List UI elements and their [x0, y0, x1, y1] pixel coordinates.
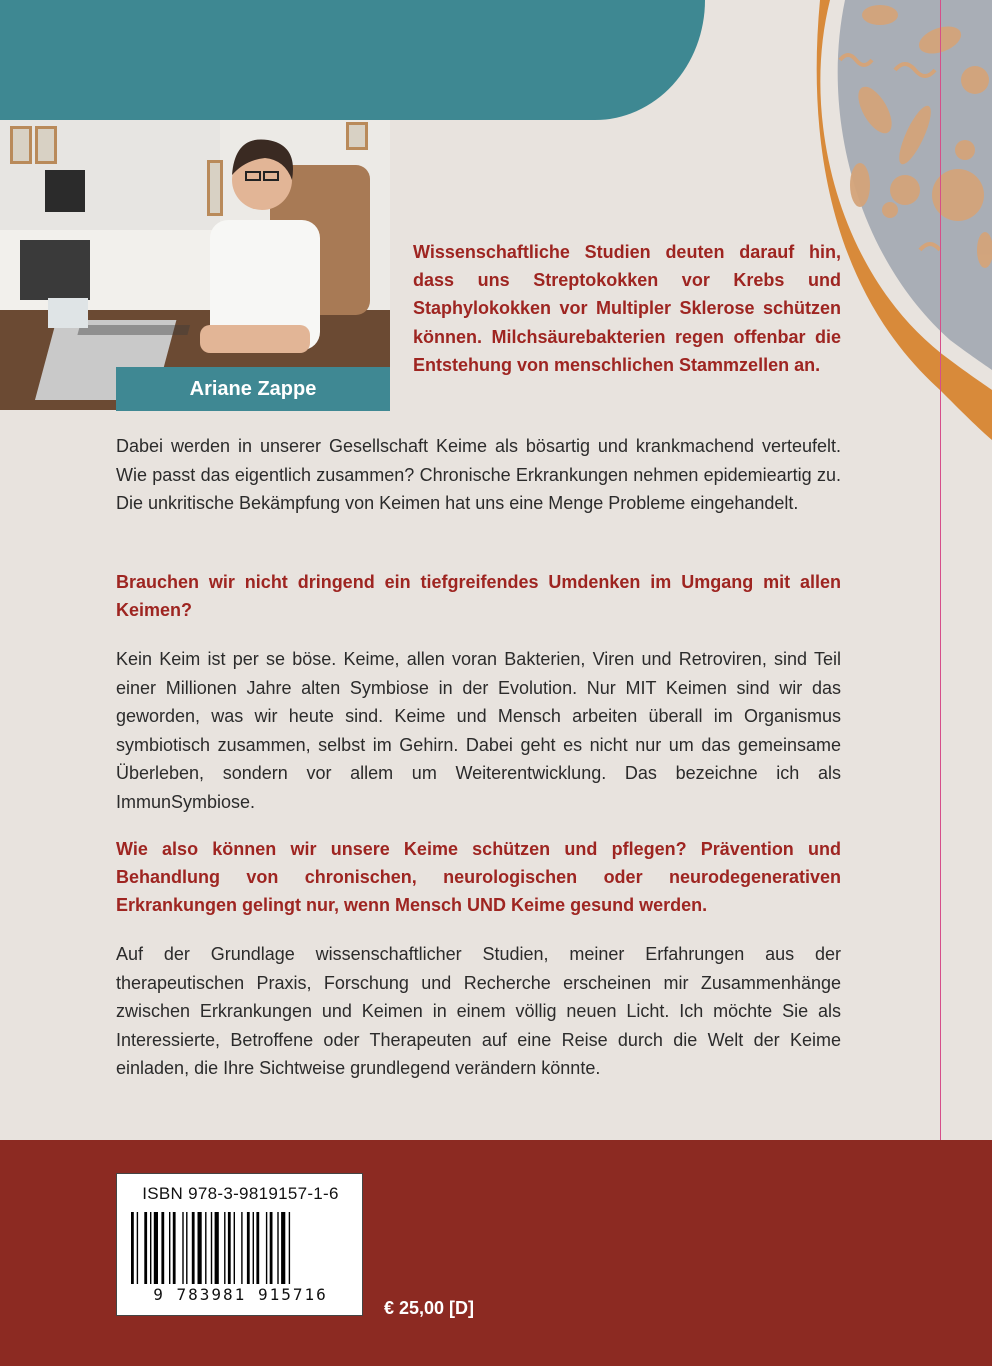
- header-teal-shape: [0, 0, 705, 120]
- paragraph-3: Auf der Grundlage wissenschaftlicher Studien, meiner Erfahrungen aus der therapeutischen Praxis, Forschung und Recherche erscheinen mir Zusammenhänge zwischen Erkrankungen und Keimen in einem völlig neuen Licht. Ich möchte Sie als Interessierte, Betroffene oder Therapeuten auf eine Reise durch die Welt der Keime einladen, die Ihre Sichtweise grundlegend verändern könnte.: [116, 944, 841, 1079]
- price: € 25,00 [D]: [384, 1298, 475, 1318]
- barcode-box: [116, 1173, 363, 1316]
- question-1: Brauchen wir nicht dringend ein tiefgreifendes Umdenken im Umgang mit allen Keimen?: [116, 572, 841, 621]
- barcode-bars: [131, 1212, 350, 1284]
- isbn-text: ISBN 978-3-9819157-1-6: [142, 1184, 339, 1203]
- paragraph-2: Kein Keim ist per se böse. Keime, allen voran Bakterien, Viren und Retroviren, sind Teil einer Millionen Jahre alten Symbiose in der Evolution. Nur MIT Keimen sind wir das geworden, was wir heute sind. Keime und Mensch arbeiten überall im Organismus symbiotisch zusammen, selbst im Gehirn. Dabei geht es nicht nur um das gemeinsame Überleben, sondern vor allem um Weiterentwicklung. Das bezeichne ich als ImmunSymbiose.: [116, 649, 841, 812]
- question-2: Wie also können wir unsere Keime schützen und pflegen? Prävention und Behandlung von chronischen, neurologischen oder neurodegenerativen Erkrankungen gelingt nur, wenn Mensch UND Keime gesund werden.: [116, 839, 841, 916]
- ean-digits: 9 783981 915716: [153, 1285, 328, 1304]
- intro-text: Wissenschaftliche Studien deuten darauf hin, dass uns Streptokokken vor Krebs und Staphylokokken vor Multipler Sklerose schützen können. Milchsäurebakterien regen offenbar die Entstehung von menschlichen Stammzellen an.: [413, 242, 841, 375]
- author-name-plate: [116, 367, 390, 411]
- author-name: Ariane Zappe: [189, 377, 317, 400]
- paragraph-1: Dabei werden in unserer Gesellschaft Keime als bösartig und krankmachend verteufelt. Wie passt das eigentlich zusammen? Chronische Erkrankungen nehmen epidemieartig zu. Die unkritische Bekämpfung von Keimen hat uns eine Menge Probleme eingehandelt.: [116, 436, 841, 514]
